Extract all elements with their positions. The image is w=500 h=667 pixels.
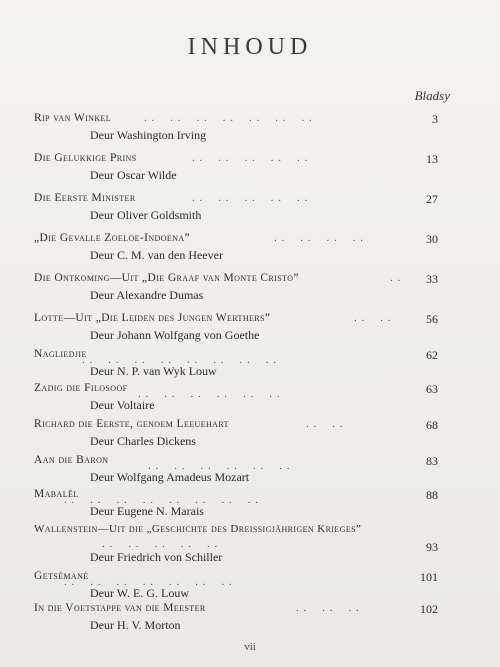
dot-leader: . . . . . . . . . . . . . .: [64, 576, 233, 588]
entry-page-number: 63: [426, 382, 438, 396]
entry-page-number: 13: [426, 152, 438, 166]
toc-entry: [34, 232, 438, 264]
entry-title: Wallenstein—Uit die „Geschichte des Dreissigjährigen Krieges”: [34, 523, 362, 535]
entry-page-number: 102: [420, 602, 438, 616]
toc-entry: [34, 488, 438, 520]
entry-author: Deur N. P. van Wyk Louw: [90, 364, 217, 378]
toc-entry: [34, 454, 438, 486]
toc-entry: [34, 152, 438, 184]
entry-page-number: 30: [426, 232, 438, 246]
entry-title: „Die Gevalle Zoeloe-Indoena”: [34, 232, 191, 244]
entry-author: Deur Friedrich von Schiller: [90, 550, 223, 564]
toc-entry: [34, 192, 438, 224]
dot-leader: . . . . . . . . . . . .: [138, 388, 281, 400]
entry-title: Lotte—Uit „Die Leiden des Jungen Werthers”: [34, 312, 271, 324]
entry-page-number: 33: [426, 272, 438, 286]
entry-page-number: 68: [426, 418, 438, 432]
entry-title: Die Gelukkige Prins: [34, 152, 137, 164]
dot-leader: . . . . . . . . . .: [192, 152, 309, 164]
toc-entry: [34, 418, 438, 450]
entry-title: Mabalêl: [34, 488, 79, 500]
toc-entry: [34, 272, 438, 304]
page-folio: vii: [244, 641, 256, 653]
dot-leader: . . . .: [354, 312, 392, 324]
toc-entry: [34, 522, 438, 566]
entry-title: Zadig die Filosoof: [34, 382, 128, 394]
toc-entry: [34, 112, 438, 144]
entry-page-number: 88: [426, 488, 438, 502]
dot-leader: . . . . . . . .: [274, 232, 364, 244]
page-column-heading: Bladsy: [414, 88, 450, 103]
dot-leader: . . . .: [306, 418, 344, 430]
entry-page-number: 62: [426, 348, 438, 362]
entry-author: Deur Alexandre Dumas: [90, 288, 204, 302]
entry-page-number: 83: [426, 454, 438, 468]
entry-title: In die Voetstappe van die Meester: [34, 602, 206, 614]
toc-entry: [34, 382, 438, 414]
entry-author: Deur Wolfgang Amadeus Mozart: [90, 470, 250, 484]
dot-leader: . .: [390, 272, 402, 284]
entry-title: Getsémané: [34, 570, 89, 582]
entry-author: Deur Johann Wolfgang von Goethe: [90, 328, 260, 342]
entry-author: Deur Voltaire: [90, 398, 155, 412]
entry-title: Aan die Baron: [34, 454, 109, 466]
dot-leader: . . . . . . . . . . . .: [148, 460, 291, 472]
entry-author: Deur H. V. Morton: [90, 618, 181, 632]
entry-page-number: 93: [426, 540, 438, 554]
entry-page-number: 56: [426, 312, 438, 326]
dot-leader: . . . . . . . . . .: [102, 538, 219, 550]
entry-page-number: 3: [432, 112, 438, 126]
dot-leader: . . . . . . . . . . . . . . . .: [64, 494, 259, 506]
entry-page-number: 101: [420, 570, 438, 584]
toc-entry: [34, 348, 438, 380]
entry-title: Die Ontkoming—Uit „Die Graaf van Monte Cristo”: [34, 272, 299, 284]
dot-leader: . . . . . .: [296, 602, 360, 614]
dot-leader: . . . . . . . . . . . . . . . .: [82, 354, 277, 366]
entry-title: Die Eerste Minister: [34, 192, 136, 204]
entry-author: Deur Washington Irving: [90, 128, 207, 142]
entry-author: Deur Charles Dickens: [90, 434, 196, 448]
entry-title: Nagliedjie: [34, 348, 87, 360]
entry-page-number: 27: [426, 192, 438, 206]
toc-entry: [34, 602, 438, 634]
page-title: INHOUD: [187, 34, 313, 60]
entry-author: Deur C. M. van den Heever: [90, 248, 223, 262]
dot-leader: . . . . . . . . . . . . . .: [144, 112, 313, 124]
entry-title: Rip van Winkel: [34, 112, 112, 124]
entry-title: Richard die Eerste, genoem Leeuehart: [34, 418, 229, 430]
entry-author: Deur Eugene N. Marais: [90, 504, 204, 518]
entry-author: Deur Oliver Goldsmith: [90, 208, 202, 222]
dot-leader: . . . . . . . . . .: [192, 192, 309, 204]
entry-author: Deur W. E. G. Louw: [90, 586, 189, 600]
toc-entry: [34, 312, 438, 344]
entry-author: Deur Oscar Wilde: [90, 168, 177, 182]
toc-entry: [34, 570, 438, 602]
